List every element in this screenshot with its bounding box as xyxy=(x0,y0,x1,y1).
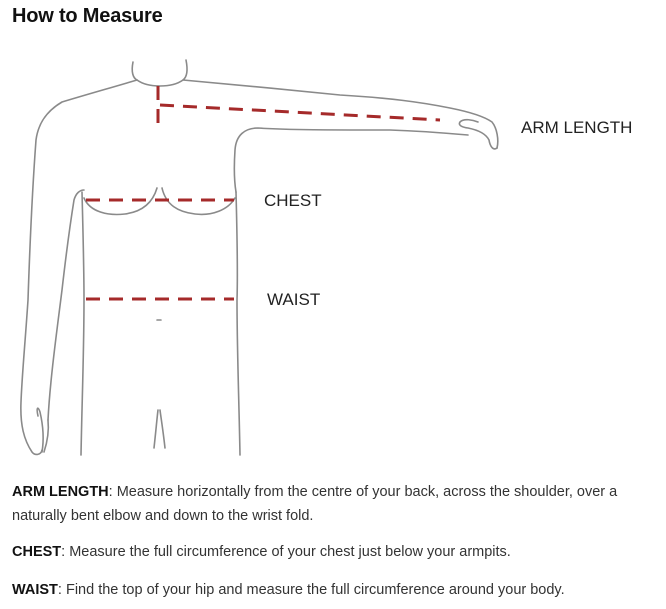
left-hand-outline xyxy=(37,408,48,452)
arm-length-term: ARM LENGTH xyxy=(12,484,109,500)
neck-outline xyxy=(132,60,187,86)
leg-divide-right xyxy=(160,410,165,448)
chest-term: CHEST xyxy=(12,544,62,560)
leg-divide-left xyxy=(154,410,158,448)
right-arm-bottom-outline xyxy=(234,128,468,192)
chest-text: : Measure the full circumference of your chest just below your armpits. xyxy=(61,544,511,560)
right-arm-top-outline xyxy=(183,80,498,148)
measurement-labels xyxy=(264,118,632,309)
waist-text: : Find the top of your hip and measure the full circumference around your body. xyxy=(57,582,565,598)
arm-length-line xyxy=(160,105,440,120)
waist-term: WAIST xyxy=(12,582,58,598)
left-arm-outline xyxy=(21,80,137,454)
torso-right-outline xyxy=(236,192,240,455)
page-title: How to Measure xyxy=(12,5,163,27)
arm-length-instruction xyxy=(12,480,652,528)
chest-instruction xyxy=(12,540,652,564)
left-inner-arm-outline xyxy=(48,190,84,420)
waist-label: WAIST xyxy=(267,290,321,309)
arm-length-text: : Measure horizontally from the centre of your back, across the shoulder, over a naturally bent elbow and down to the wrist fold. xyxy=(12,484,618,524)
waist-instruction xyxy=(12,578,652,602)
torso-left-outline xyxy=(81,192,84,455)
chest-label: CHEST xyxy=(264,191,322,210)
arm-length-label: ARM LENGTH xyxy=(521,118,633,137)
measurement-lines xyxy=(86,86,440,299)
